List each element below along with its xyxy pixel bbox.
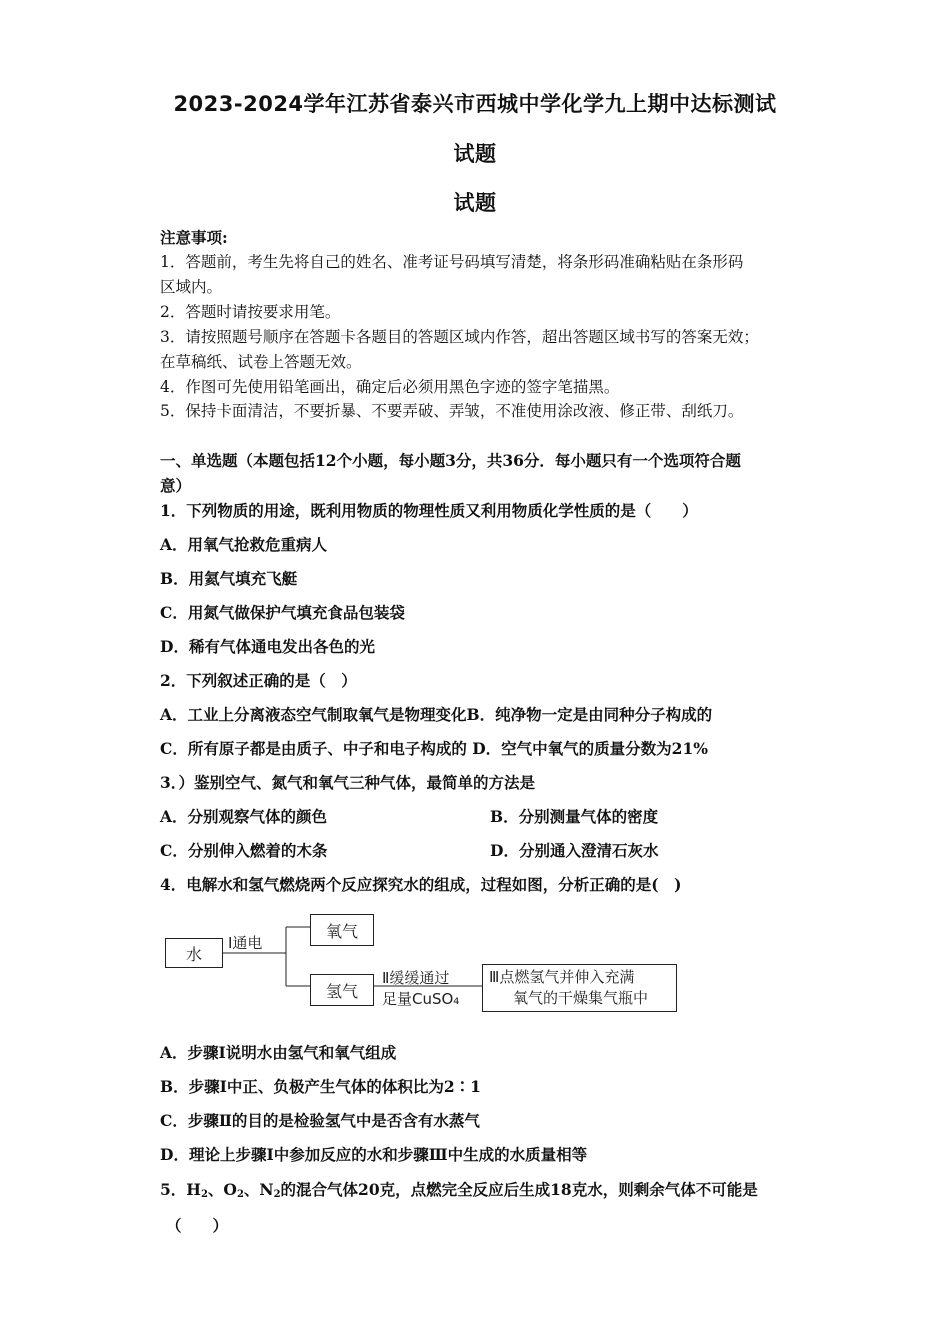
notice-item: 5．保持卡面清洁，不要折暴、不要弄破、弄皱，不准使用涂改液、修正带、刮纸刀。 xyxy=(160,402,744,420)
oxygen-label: 氧气 xyxy=(325,921,358,941)
question-3-stem: 3．）鉴别空气、氮气和氧气三种气体，最简单的方法是 xyxy=(160,773,536,792)
hydrogen-label: 氢气 xyxy=(325,981,358,1001)
page-subtitle: 试题 xyxy=(453,191,497,215)
water-box xyxy=(165,938,223,968)
question-4-option-b: B．步骤Ⅰ中正、负极产生气体的体积比为2∶1 xyxy=(160,1077,481,1096)
notice-item: 区域内。 xyxy=(160,278,223,296)
question-2-stem: 2．下列叙述正确的是（ ） xyxy=(160,671,357,690)
step3-label-line1: Ⅲ点燃氢气并伸入充满 xyxy=(489,968,635,986)
question-4-option-a: A．步骤Ⅰ说明水由氢气和氧气组成 xyxy=(160,1043,397,1062)
water-label: 水 xyxy=(185,944,202,964)
notice-item: 4．作图可先使用铅笔画出，确定后必须用黑色字迹的签字笔描黑。 xyxy=(160,378,620,396)
subscript-o: 2 xyxy=(236,1189,244,1200)
notice-item: 3．请按照题号顺序在答题卡各题目的答题区域内作答，超出答题区域书写的答案无效； xyxy=(160,328,759,346)
section-heading: 一、单选题（本题包括12个小题，每小题3分，共36分．每小题只有一个选项符合题 xyxy=(160,451,741,470)
question-1-option-d: D．稀有气体通电发出各色的光 xyxy=(160,637,375,656)
question-1-option-a: A．用氧气抢救危重病人 xyxy=(160,535,328,554)
question-3-option-b: B．分别测量气体的密度 xyxy=(490,807,659,826)
step2-label-line1: Ⅱ缓缓通过 xyxy=(382,969,450,987)
question-3-option-a: A．分别观察气体的颜色 xyxy=(160,807,328,826)
notice-heading: 注意事项: xyxy=(160,228,228,247)
notice-item: 在草稿纸、试卷上答题无效。 xyxy=(160,353,362,371)
question-3-option-c: C．分别伸入燃着的木条 xyxy=(160,841,328,860)
step2-label-line2: 足量CuSO₄ xyxy=(382,990,460,1008)
question-5-number: 5． xyxy=(160,1180,187,1199)
formula-o2: 、O xyxy=(207,1180,237,1199)
question-4-option-d: D．理论上步骤Ⅰ中参加反应的水和步骤Ⅲ中生成的水质量相等 xyxy=(160,1145,588,1164)
notice-item: 1．答题前，考生先将自己的姓名、准考证号码填写清楚，将条形码准确粘贴在条形码 xyxy=(160,253,744,271)
page-title-line2: 试题 xyxy=(453,142,497,166)
question-1-option-b: B．用氦气填充飞艇 xyxy=(160,569,298,588)
notice-item: 2．答题时请按要求用笔。 xyxy=(160,303,341,321)
formula-n2: 、N xyxy=(243,1180,274,1199)
step3-label-line2: 氧气的干燥集气瓶中 xyxy=(513,989,649,1007)
question-2-options-ab: A．工业上分离液态空气制取氧气是物理变化B．纯净物一定是由同种分子构成的 xyxy=(160,705,713,724)
question-4-stem: 4．电解水和氢气燃烧两个反应探究水的组成，过程如图，分析正确的是( ) xyxy=(160,875,682,894)
page-title: 2023-2024学年江苏省泰兴市西城中学化学九上期中达标测试 xyxy=(173,92,777,116)
question-2-options-cd: C．所有原子都是由质子、中子和电子构成的 D．空气中氧气的质量分数为21% xyxy=(160,739,708,758)
hydrogen-box xyxy=(310,974,374,1006)
step1-label: Ⅰ通电 xyxy=(228,934,263,952)
question-1-stem: 1．下列物质的用途，既利用物质的物理性质又利用物质化学性质的是（ ） xyxy=(160,501,698,520)
question-1-option-c: C．用氮气做保护气填充食品包装袋 xyxy=(160,603,405,622)
question-5-text: 的混合气体20克，点燃完全反应后生成18克水，则剩余气体不可能是 xyxy=(280,1180,758,1199)
oxygen-box xyxy=(310,914,374,946)
question-5-answer-paren: （ ） xyxy=(166,1216,229,1235)
subscript-n: 2 xyxy=(273,1189,281,1200)
section-heading-cont: 意） xyxy=(160,476,192,495)
formula-h2: H xyxy=(186,1180,201,1199)
question-5-stem xyxy=(160,1180,758,1205)
step3-box xyxy=(482,964,677,1012)
subscript-h: 2 xyxy=(200,1189,208,1200)
question-3-option-d: D．分别通入澄清石灰水 xyxy=(490,841,659,860)
question-4-option-c: C．步骤Ⅱ的目的是检验氢气中是否含有水蒸气 xyxy=(160,1111,480,1130)
